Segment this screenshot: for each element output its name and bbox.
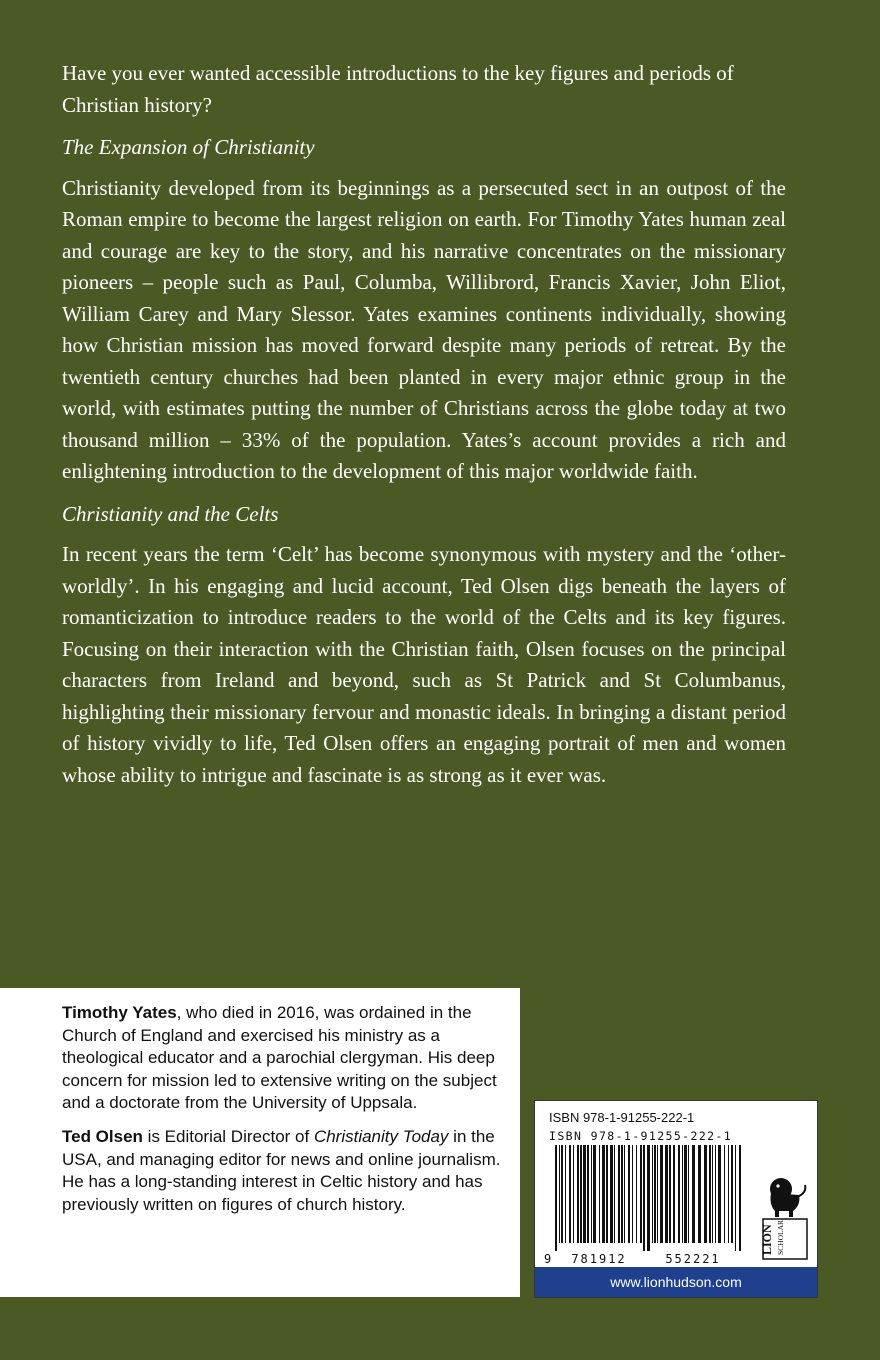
barcode-bar xyxy=(709,1145,711,1243)
barcode-bar xyxy=(599,1145,600,1243)
barcode-bar xyxy=(628,1145,630,1243)
barcode-bar xyxy=(692,1145,695,1243)
barcode-bar xyxy=(565,1145,566,1243)
back-cover-blurb xyxy=(62,58,786,802)
logo-scholar-text: SCHOLAR xyxy=(776,1219,785,1255)
isbn-label: ISBN 978-1-91255-222-1 xyxy=(549,1110,695,1125)
barcode-bar xyxy=(577,1145,579,1243)
lion-scholar-logo xyxy=(757,1171,813,1261)
barcode-bar xyxy=(682,1145,683,1243)
barcode-bar xyxy=(654,1145,656,1243)
barcode-bar xyxy=(602,1145,605,1243)
barcode-bar xyxy=(569,1145,571,1243)
lion-icon xyxy=(770,1178,805,1217)
barcode-bar xyxy=(606,1145,608,1243)
barcode-bar xyxy=(647,1145,650,1251)
barcode-bar xyxy=(614,1145,615,1243)
bio-text: is Editorial Director of xyxy=(142,1126,314,1146)
barcode-bar xyxy=(561,1145,563,1243)
barcode xyxy=(541,1145,753,1267)
barcode-box xyxy=(535,1101,817,1297)
barcode-bar xyxy=(652,1145,653,1243)
section-text-celts: In recent years the term ‘Celt’ has become synonymous with mystery and the ‘other-worldly’. In his engaging and lucid account, Ted Olsen digs beneath the layers of romanticization to introduce readers to the world of the Celts and its key figures. Focusing on their interaction with the Christian faith, Olsen focuses on the principal characters from Ireland and beyond, such as St Patrick and St Columbanus, highlighting their missionary fervour and monastic ideals. In bringing a distant period of history vividly to life, Ted Olsen offers an engaging portrait of men and women whose ability to intrigue and fascinate is as strong as it ever was. xyxy=(62,542,786,787)
barcode-bar xyxy=(728,1145,729,1243)
barcode-bar xyxy=(583,1145,586,1243)
barcode-bar xyxy=(632,1145,633,1243)
intro-paragraph: Have you ever wanted accessible introductions to the key figures and periods of Christian history? xyxy=(62,61,734,117)
barcode-digits-left: 781912 xyxy=(571,1252,627,1266)
barcode-bar xyxy=(580,1145,582,1243)
barcode-bar xyxy=(591,1145,592,1243)
barcode-bar xyxy=(559,1145,560,1243)
barcode-bar xyxy=(678,1145,680,1243)
barcode-bar xyxy=(735,1145,736,1251)
section-title-expansion: The Expansion of Christianity xyxy=(62,135,315,159)
section-title-celts: Christianity and the Celts xyxy=(62,501,279,526)
barcode-bar xyxy=(739,1145,741,1251)
logo-lion-text: LION xyxy=(760,1224,774,1255)
barcode-bar xyxy=(673,1145,675,1243)
isbn-barcode-text: ISBN 978-1-91255-222-1 xyxy=(549,1129,733,1143)
barcode-bar xyxy=(669,1145,671,1243)
barcode-bar xyxy=(624,1145,625,1243)
bio-text: , who died in 2016, was ordained in the Church of England and exercised his ministry as a theological educator and a parochial clergyman. His deep concern for mission led to extensive writing on the subject and a doctorate from the University of Uppsala. xyxy=(62,1003,497,1113)
publication-title: Christianity Today xyxy=(313,1126,449,1146)
barcode-bar xyxy=(587,1145,589,1243)
section-text-expansion: Christianity developed from its beginnings as a persecuted sect in an outpost of the Roman empire to become the largest religion on earth. For Timothy Yates human zeal and courage are key to the story, and his narrative concentrates on the missionary pioneers – people such as Paul, Columba, Willibrord, Francis Xavier, John Eliot, William Carey and Mary Slessor. Yates examines continents individually, showing how Christian mission has moved forward despite many periods of retreat. By the twentieth century churches had been planted in every major ethnic group in the world, with estimates putting the number of Christians across the globe today at two thousand million – 33% of the population. Yates’s account provides a rich and enlightening introduction to the development of this major worldwide faith. xyxy=(62,175,786,483)
barcode-bar xyxy=(715,1145,716,1243)
author-name: Ted Olsen xyxy=(62,1126,143,1146)
barcode-bar xyxy=(657,1145,658,1243)
barcode-bar xyxy=(643,1145,645,1251)
author-bios xyxy=(62,1002,507,1227)
bio-timothy-yates xyxy=(62,1002,507,1115)
barcode-bar xyxy=(684,1145,687,1243)
barcode-digits-right: 552221 xyxy=(665,1252,721,1266)
barcode-bar xyxy=(555,1145,557,1251)
barcode-bar xyxy=(712,1145,713,1243)
barcode-bar xyxy=(621,1145,623,1243)
barcode-bar xyxy=(718,1145,721,1243)
barcode-bar xyxy=(704,1145,707,1243)
barcode-bar xyxy=(593,1145,596,1243)
barcode-bar xyxy=(665,1145,668,1243)
barcode-bar xyxy=(640,1145,642,1243)
bio-text: in the USA, and managing editor for news and online journalism. He has a long-standing interest in Celtic history and has previously written on figures of church history. xyxy=(62,1126,501,1214)
barcode-bars xyxy=(555,1145,741,1251)
barcode-bar xyxy=(573,1145,574,1243)
barcode-bar xyxy=(731,1145,733,1243)
barcode-digit-first: 9 xyxy=(544,1252,552,1266)
publisher-url: www.lionhudson.com xyxy=(535,1267,817,1297)
barcode-bar xyxy=(688,1145,689,1243)
barcode-bar xyxy=(660,1145,663,1243)
barcode-bar xyxy=(618,1145,620,1243)
author-name: Timothy Yates xyxy=(62,1003,177,1022)
barcode-bar xyxy=(610,1145,613,1243)
barcode-bar xyxy=(636,1145,637,1243)
barcode-bar xyxy=(724,1145,725,1243)
bio-ted-olsen xyxy=(62,1126,507,1216)
barcode-bar xyxy=(698,1145,701,1243)
